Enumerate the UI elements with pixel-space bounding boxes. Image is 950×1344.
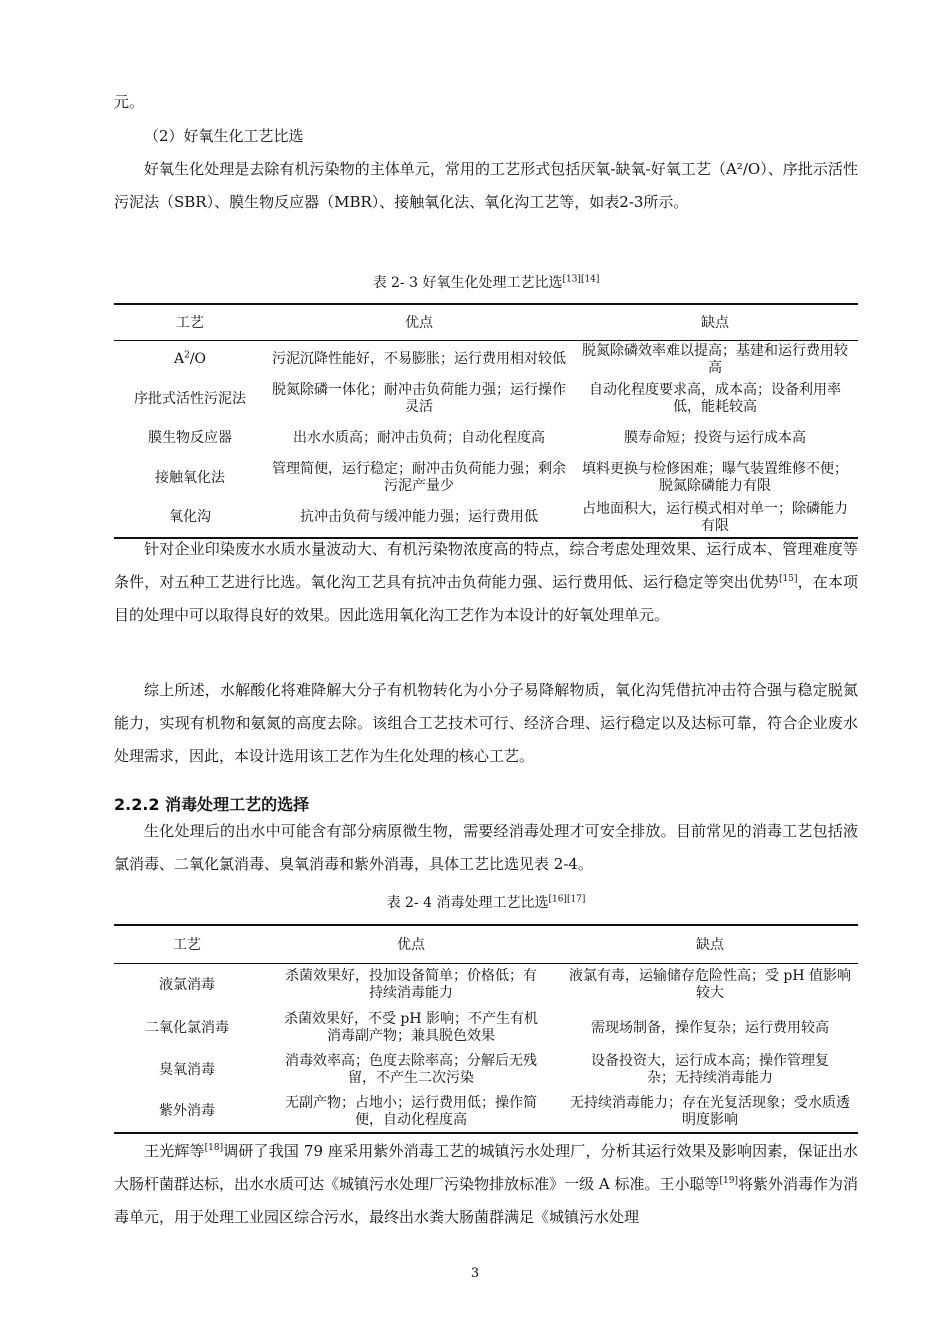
table-row (114, 419, 858, 458)
cell-cons: 脱氮除磷效率难以提高；基建和运行费用较高 (582, 342, 848, 376)
page-number: 3 (470, 1266, 480, 1281)
cell-pros: 消毒效率高；色度去除率高；分解后无残留，不产生二次污染 (285, 1053, 537, 1086)
cell-process: 氧化沟 (169, 509, 211, 525)
cell-process: 液氯消毒 (159, 976, 215, 993)
section-title-aerobic: （2）好氧生化工艺比选 (144, 127, 304, 145)
header-cons: 缺点 (572, 304, 858, 340)
cell-process: 膜生物反应器 (148, 430, 232, 446)
cell-process: 臭氧消毒 (159, 1061, 215, 1078)
paragraph-text: 针对企业印染废水水质水量波动大、有机污染物浓度高的特点，综合考虑处理效果、运行成本、管理难度等条件，对五种工艺进行比选。氧化沟工艺具有抗冲击负荷能力强、运行费用低、运行稳定等突出优势 (114, 540, 858, 591)
header-pros: 优点 (260, 925, 562, 963)
cell-pros: 杀菌效果好，不受 pH 影响；不产生有机消毒副产物；兼具脱色效果 (283, 1011, 539, 1044)
cell-cons: 填料更换与检修困难；曝气装置维修不便；脱氮除磷能力有限 (582, 461, 848, 494)
table-row (114, 498, 858, 538)
paragraph-text: 王光辉等 (144, 1142, 205, 1160)
citation-ref: [15] (779, 574, 798, 584)
paragraph-aerobic-intro: 好氧生化处理是去除有机污染物的主体单元，常用的工艺形式包括厌氧-缺氧-好氧工艺（A²/O）、序批示活性污泥法（SBR）、膜生物反应器（MBR）、接触氧化法、氧化沟工艺等，如表2-3所示。 (114, 160, 858, 211)
cell-cons: 自动化程度要求高，成本高；设备利用率低，能耗较高 (589, 382, 841, 415)
citation-ref: [16][17] (548, 894, 586, 905)
citation-ref: [13][14] (562, 274, 600, 285)
table-row (114, 379, 858, 419)
header-process: 工艺 (114, 925, 260, 963)
cell-pros: 杀菌效果好，投加设备简单；价格低；有持续消毒能力 (285, 968, 537, 1002)
table-row (114, 1091, 858, 1133)
caption-text: 表 2- 3 好氧生化处理工艺比选 (372, 275, 563, 291)
cell-process: $A^2/O$ (173, 350, 207, 368)
cell-pros: 管理简便，运行稳定；耐冲击负荷能力强；剩余污泥产量少 (272, 461, 566, 494)
table-row (114, 1007, 858, 1049)
cell-pros: 抗冲击负荷与缓冲能力强；运行费用低 (300, 509, 538, 525)
paragraph-uv-disinfection (114, 1135, 858, 1234)
cell-cons: 占地面积大，运行模式相对单一；除磷能力有限 (582, 500, 848, 534)
cell-process: 二氧化氯消毒 (145, 1019, 229, 1036)
table-caption-2-4 (114, 893, 858, 913)
table-disinfection-comparison (114, 924, 858, 1134)
paragraph-summary: 综上所述，水解酸化将难降解大分子有机物转化为小分子易降解物质，氧化沟凭借抗冲击符合强与稳定脱氮能力，实现有机物和氨氮的高度去除。该组合工艺技术可行、经济合理、运行稳定以及达标可靠，符合企业废水处理需求，因此，本设计选用该工艺作为生化处理的核心工艺。 (114, 681, 858, 765)
cell-pros: 出水水质高；耐冲击负荷；自动化程度高 (293, 430, 545, 446)
paragraph-text: ，在本项目的处理中可以取得良好的效果。因此选用氧化沟工艺作为本设计的好氧处理单元。 (114, 573, 858, 624)
cell-cons: 膜寿命短；投资与运行成本高 (624, 430, 806, 446)
cell-cons: 液氯有毒，运输储存危险性高；受 pH 值影响较大 (568, 968, 852, 1002)
cell-pros: 污泥沉降性能好，不易膨胀；运行费用相对较低 (272, 351, 566, 368)
cell-pros: 无副产物；占地小；运行费用低；操作简便，自动化程度高 (285, 1094, 537, 1128)
cell-pros: 脱氮除磷一体化；耐冲击负荷能力强；运行操作灵活 (272, 382, 566, 415)
header-process: 工艺 (114, 304, 266, 340)
caption-text: 表 2- 4 消毒处理工艺比选 (386, 895, 549, 911)
table-row (114, 1049, 858, 1091)
header-pros: 优点 (266, 304, 572, 340)
paragraph-continuation: 元。 (114, 93, 145, 111)
cell-cons: 无持续消毒能力；存在光复活现象；受水质透明度影响 (570, 1094, 850, 1128)
paragraph-text: 将紫外消毒作为消毒单元，用于处理工业园区综合污水，最终出水粪大肠菌群满足《城镇污水处理 (114, 1175, 858, 1226)
citation-ref: [18] (204, 1143, 224, 1153)
cell-process: 接触氧化法 (155, 469, 225, 486)
table-row (114, 458, 858, 498)
table-row (114, 963, 858, 1007)
cell-cons: 设备投资大，运行成本高；操作管理复杂；无持续消毒能力 (591, 1053, 829, 1086)
paragraph-disinfect-intro: 生化处理后的出水中可能含有部分病原微生物，需要经消毒处理才可安全排放。目前常见的消毒工艺包括液氯消毒、二氧化氯消毒、臭氧消毒和紫外消毒，具体工艺比选见表 2-4。 (114, 822, 858, 873)
table-caption-2-3 (114, 273, 858, 293)
table-row (114, 340, 858, 379)
cell-cons: 需现场制备，操作复杂；运行费用较高 (591, 1019, 829, 1036)
header-cons: 缺点 (562, 925, 858, 963)
citation-ref: [19] (719, 1176, 738, 1186)
table-aerobic-comparison (114, 303, 858, 539)
paragraph-text: 调研了我国 79 座采用紫外消毒工艺的城镇污水处理厂，分析其运行效果及影响因素，保证出水大肠杆菌群达标，出水水质可达《城镇污水处理厂污染物排放标准》一级 A 标准。王小聪等 (114, 1142, 858, 1193)
cell-process: 序批式活性污泥法 (134, 390, 246, 407)
paragraph-oxidation-ditch (114, 533, 858, 632)
section-heading-2-2-2: 2.2.2 消毒处理工艺的选择 (114, 795, 310, 814)
cell-process: 紫外消毒 (159, 1103, 215, 1119)
